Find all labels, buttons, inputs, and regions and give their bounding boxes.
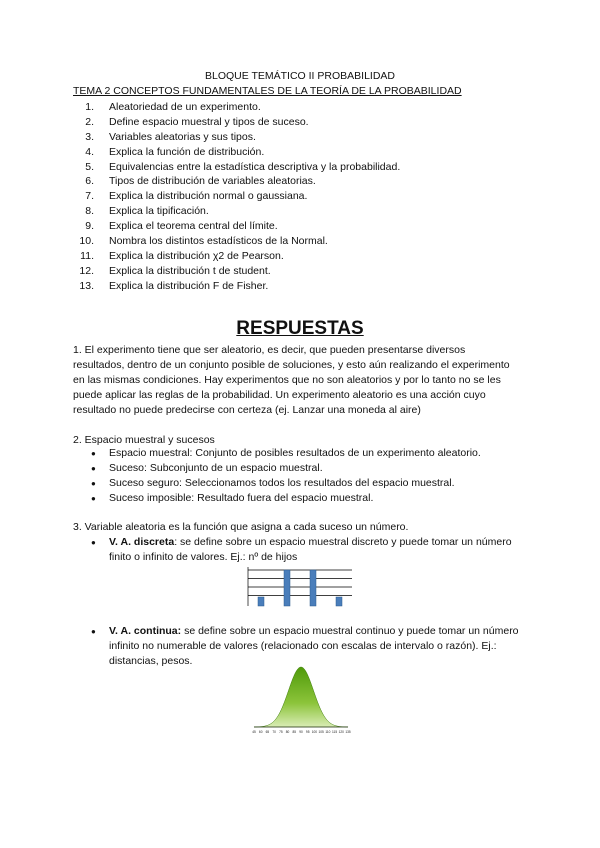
bar-1	[258, 597, 264, 606]
discrete-bar-chart	[248, 565, 358, 607]
topic-number: 10.	[79, 235, 94, 248]
topic-item	[73, 264, 400, 279]
answer-3-intro: 3. Variable aleatoria es la función que asigna a cada suceso un número.	[73, 521, 409, 533]
topic-text: Explica la función de distribución.	[109, 145, 265, 158]
topic-item	[73, 100, 400, 115]
topic-text: Explica la distribución F de Fisher.	[109, 279, 269, 292]
x-tick-label: 135	[345, 730, 351, 734]
topic-text: Aleatoriedad de un experimento.	[109, 101, 261, 113]
topic-item	[73, 160, 400, 175]
x-tick-label: 85	[292, 730, 297, 734]
va-continua-text: se define sobre un espacio muestral continuo y puede tomar un número infinito no numerable de valores (relacionado con escalas de intervalo o razón). Ej.: distancias, pesos.	[109, 625, 519, 667]
topic-number: 12.	[79, 264, 94, 277]
topic-item	[73, 234, 400, 249]
topic-item	[73, 279, 400, 294]
topic-number: 5.	[85, 160, 94, 173]
answers-heading: RESPUESTAS	[236, 318, 364, 339]
block-title: BLOQUE TEMÁTICO II PROBABILIDAD	[204, 70, 395, 82]
va-discreta-text: : se define sobre un espacio muestral discreto y puede tomar un número finito o infinito de valores. Ej.: nº de hijos	[109, 536, 512, 563]
topic-item	[73, 219, 400, 234]
x-tick-label: 80	[285, 730, 290, 734]
x-tick-label: 115	[332, 730, 338, 734]
x-tick-label: 45	[252, 730, 256, 734]
answer-2-item: ● Espacio muestral: Conjunto de posibles resultados de un experimento aleatorio.	[88, 446, 481, 461]
topic-item	[73, 204, 400, 219]
topic-number: 11.	[80, 249, 94, 262]
topic-text: Explica la distribución t de student.	[109, 264, 271, 277]
x-tick-label: 70	[272, 730, 276, 734]
normal-curve-area	[254, 667, 348, 727]
topic-text: Explica la distribución χ2 de Pearson.	[109, 249, 284, 262]
va-continua-label: V. A. continua:	[109, 625, 182, 637]
va-discreta-label: V. A. discreta	[109, 536, 175, 548]
topic-item	[73, 145, 400, 160]
answer-2-list	[88, 446, 481, 506]
va-discreta-item	[88, 535, 519, 565]
x-tick-label: 120	[338, 730, 344, 734]
topic-text: Tipos de distribución de variables aleatorias.	[109, 175, 316, 188]
answer-2-item: ● Suceso imposible: Resultado fuera del espacio muestral.	[88, 491, 481, 506]
topic-number: 4.	[85, 145, 94, 158]
bullet-icon: ●	[91, 627, 96, 636]
topic-number: 9.	[85, 220, 94, 233]
topic-number: 8.	[85, 205, 94, 218]
topic-number: 7.	[85, 190, 94, 203]
answer-2-item: ● Suceso seguro: Seleccionamos todos los resultados del espacio muestral.	[88, 476, 481, 491]
topic-item	[73, 189, 400, 204]
topic-text: Nombra los distintos estadísticos de la Normal.	[109, 235, 328, 248]
x-tick-label: 90	[299, 730, 303, 734]
topic-text: Variables aleatorias y sus tipos.	[109, 130, 256, 143]
topics-list	[73, 100, 400, 294]
topic-number: 2.	[85, 115, 94, 128]
topic-number: 13.	[79, 279, 94, 292]
x-tick-label: 95	[305, 730, 310, 734]
x-tick-label: 65	[265, 730, 270, 734]
topic-number: 3.	[85, 130, 94, 143]
normal-curve-chart	[252, 665, 350, 735]
answer-2-item: ● Suceso: Subconjunto de un espacio muestral.	[88, 461, 481, 476]
topic-item	[73, 249, 400, 264]
topic-text: Explica la distribución normal o gaussiana.	[109, 190, 308, 203]
topic-number: 6.	[85, 175, 94, 188]
va-continua-item	[88, 624, 519, 669]
bar-4	[336, 597, 342, 606]
topic-item	[73, 174, 400, 189]
answer-1: 1. El experimento tiene que ser aleatorio, es decir, que pueden presentarse diversos resultados, dentro de un conjunto posible de soluciones, y esto aún realizando el experimento en las mismas condiciones. Hay experimentos que no son aleatorios y por lo tanto no se les puede aplicar las reglas de la probabilidad. Un experimento aleatorio es una acción cuyo resultado no puede predecirse con certeza (ej. Lanzar una moneda al aire)	[73, 344, 510, 416]
theme-title: TEMA 2 CONCEPTOS FUNDAMENTALES DE LA TEORÍA DE LA PROBABILIDAD	[73, 85, 462, 97]
topic-number: 1.	[85, 101, 94, 113]
x-tick-label: 60	[258, 730, 263, 734]
bullet-icon: ●	[91, 538, 96, 547]
bar-2	[284, 570, 290, 606]
topic-text: Explica el teorema central del límite.	[109, 220, 278, 233]
answer-2-intro: 2. Espacio muestral y sucesos	[73, 434, 215, 446]
x-tick-label: 110	[325, 730, 331, 734]
topic-item	[73, 130, 400, 145]
topic-item	[73, 115, 400, 130]
topic-text: Define espacio muestral y tipos de suceso.	[109, 115, 309, 128]
bar-3	[310, 570, 316, 606]
x-tick-label: 100	[311, 730, 318, 734]
x-tick-label: 75	[279, 730, 283, 734]
x-tick-label: 105	[318, 730, 324, 734]
topic-text: Explica la tipificación.	[109, 205, 209, 218]
topic-text: Equivalencias entre la estadística descriptiva y la probabilidad.	[109, 160, 401, 173]
